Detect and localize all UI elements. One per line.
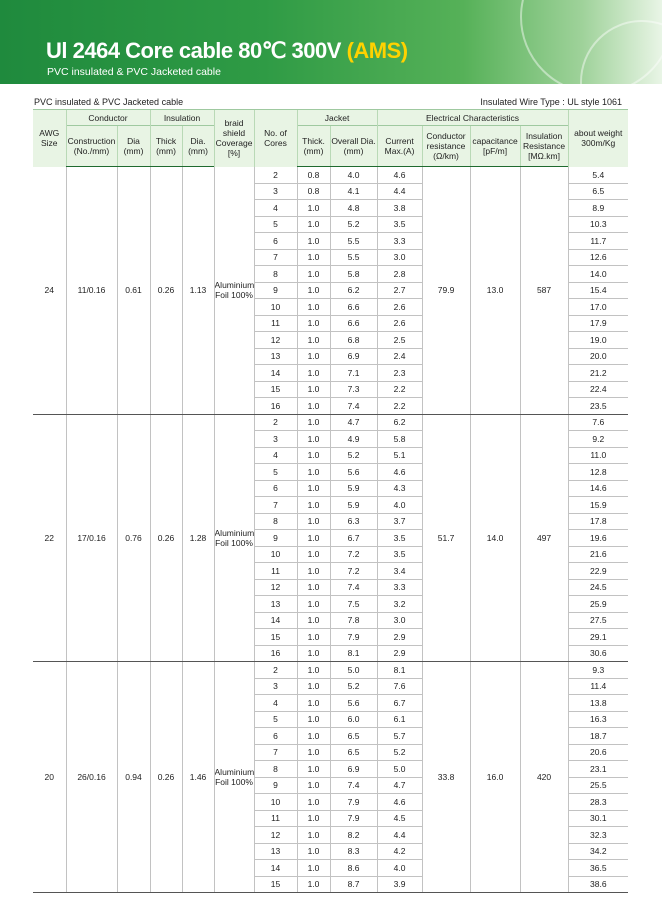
weight-cell: 22.9	[568, 563, 628, 580]
table-caption-right: Insulated Wire Type : UL style 1061	[480, 97, 622, 107]
current-cell: 5.2	[377, 744, 422, 761]
cores-cell: 3	[254, 678, 297, 695]
jacket-thick-cell: 1.0	[297, 777, 330, 794]
header-jacket: Jacket	[297, 110, 377, 126]
current-cell: 4.4	[377, 827, 422, 844]
cores-cell: 8	[254, 513, 297, 530]
jacket-thick-cell: 1.0	[297, 794, 330, 811]
cores-cell: 7	[254, 249, 297, 266]
header-capacitance: capacitance [pF/m]	[470, 126, 520, 167]
current-cell: 3.4	[377, 563, 422, 580]
overall-dia-cell: 7.8	[330, 612, 377, 629]
current-cell: 6.1	[377, 711, 422, 728]
cores-cell: 7	[254, 497, 297, 514]
jacket-thick-cell: 1.0	[297, 299, 330, 316]
capacitance-cell: 14.0	[470, 414, 520, 662]
jacket-thick-cell: 1.0	[297, 497, 330, 514]
conductor-resistance-cell: 79.9	[422, 167, 470, 415]
weight-cell: 7.6	[568, 414, 628, 431]
table-row	[33, 662, 628, 679]
weight-cell: 9.2	[568, 431, 628, 448]
overall-dia-cell: 8.2	[330, 827, 377, 844]
overall-dia-cell: 7.4	[330, 398, 377, 415]
overall-dia-cell: 6.9	[330, 761, 377, 778]
weight-cell: 18.7	[568, 728, 628, 745]
cores-cell: 6	[254, 728, 297, 745]
jacket-thick-cell: 0.8	[297, 183, 330, 200]
jacket-thick-cell: 1.0	[297, 381, 330, 398]
cores-cell: 15	[254, 629, 297, 646]
overall-dia-cell: 7.2	[330, 546, 377, 563]
overall-dia-cell: 6.6	[330, 299, 377, 316]
insulation-dia-cell: 1.46	[182, 662, 214, 893]
overall-dia-cell: 6.5	[330, 744, 377, 761]
overall-dia-cell: 6.2	[330, 282, 377, 299]
cores-cell: 13	[254, 843, 297, 860]
jacket-thick-cell: 1.0	[297, 860, 330, 877]
overall-dia-cell: 7.4	[330, 777, 377, 794]
overall-dia-cell: 7.4	[330, 579, 377, 596]
overall-dia-cell: 7.9	[330, 810, 377, 827]
overall-dia-cell: 5.6	[330, 464, 377, 481]
awg-size-cell: 24	[33, 167, 66, 415]
cores-cell: 16	[254, 398, 297, 415]
weight-cell: 16.3	[568, 711, 628, 728]
cores-cell: 14	[254, 860, 297, 877]
weight-cell: 20.6	[568, 744, 628, 761]
header-insulation-dia: Dia. (mm)	[182, 126, 214, 167]
cores-cell: 2	[254, 167, 297, 184]
overall-dia-cell: 7.1	[330, 365, 377, 382]
capacitance-cell: 16.0	[470, 662, 520, 893]
current-cell: 2.6	[377, 299, 422, 316]
overall-dia-cell: 4.7	[330, 414, 377, 431]
jacket-thick-cell: 1.0	[297, 596, 330, 613]
current-cell: 3.3	[377, 579, 422, 596]
table-caption-left: PVC insulated & PVC Jacketed cable	[34, 97, 184, 107]
conductor-dia-cell: 0.76	[117, 414, 150, 662]
current-cell: 7.6	[377, 678, 422, 695]
cores-cell: 2	[254, 662, 297, 679]
weight-cell: 32.3	[568, 827, 628, 844]
current-cell: 4.7	[377, 777, 422, 794]
weight-cell: 28.3	[568, 794, 628, 811]
current-cell: 4.3	[377, 480, 422, 497]
overall-dia-cell: 6.9	[330, 348, 377, 365]
jacket-thick-cell: 1.0	[297, 398, 330, 415]
current-cell: 3.8	[377, 200, 422, 217]
jacket-thick-cell: 1.0	[297, 843, 330, 860]
overall-dia-cell: 5.9	[330, 480, 377, 497]
overall-dia-cell: 6.5	[330, 728, 377, 745]
weight-cell: 11.7	[568, 233, 628, 250]
weight-cell: 30.6	[568, 645, 628, 662]
current-cell: 4.4	[377, 183, 422, 200]
insulation-resistance-cell: 587	[520, 167, 568, 415]
current-cell: 2.2	[377, 398, 422, 415]
overall-dia-cell: 5.9	[330, 497, 377, 514]
construction-cell: 17/0.16	[66, 414, 117, 662]
jacket-thick-cell: 1.0	[297, 645, 330, 662]
cores-cell: 11	[254, 810, 297, 827]
jacket-thick-cell: 1.0	[297, 249, 330, 266]
overall-dia-cell: 7.2	[330, 563, 377, 580]
weight-cell: 34.2	[568, 843, 628, 860]
header-construction: Construction (No./mm)	[66, 126, 117, 167]
cores-cell: 8	[254, 761, 297, 778]
header-braid-shield: braid shield Coverage [%]	[214, 110, 254, 167]
jacket-thick-cell: 1.0	[297, 810, 330, 827]
overall-dia-cell: 6.7	[330, 530, 377, 547]
jacket-thick-cell: 1.0	[297, 200, 330, 217]
cores-cell: 5	[254, 711, 297, 728]
overall-dia-cell: 4.8	[330, 200, 377, 217]
current-cell: 3.0	[377, 612, 422, 629]
weight-cell: 29.1	[568, 629, 628, 646]
jacket-thick-cell: 1.0	[297, 761, 330, 778]
table-row	[33, 167, 628, 184]
cores-cell: 16	[254, 645, 297, 662]
weight-cell: 25.5	[568, 777, 628, 794]
overall-dia-cell: 8.1	[330, 645, 377, 662]
current-cell: 5.8	[377, 431, 422, 448]
cores-cell: 11	[254, 563, 297, 580]
current-cell: 4.6	[377, 167, 422, 184]
cores-cell: 8	[254, 266, 297, 283]
insulation-thick-cell: 0.26	[150, 414, 182, 662]
header-weight: about weight 300m/Kg	[568, 110, 628, 167]
weight-cell: 13.8	[568, 695, 628, 712]
cores-cell: 12	[254, 827, 297, 844]
current-cell: 5.7	[377, 728, 422, 745]
weight-cell: 12.8	[568, 464, 628, 481]
weight-cell: 17.9	[568, 315, 628, 332]
weight-cell: 21.6	[568, 546, 628, 563]
current-cell: 5.0	[377, 761, 422, 778]
overall-dia-cell: 5.2	[330, 678, 377, 695]
overall-dia-cell: 5.6	[330, 695, 377, 712]
jacket-thick-cell: 1.0	[297, 563, 330, 580]
jacket-thick-cell: 1.0	[297, 315, 330, 332]
overall-dia-cell: 5.5	[330, 249, 377, 266]
cores-cell: 13	[254, 348, 297, 365]
cores-cell: 4	[254, 447, 297, 464]
header-banner	[0, 0, 662, 84]
cores-cell: 3	[254, 183, 297, 200]
jacket-thick-cell: 1.0	[297, 711, 330, 728]
weight-cell: 38.6	[568, 876, 628, 893]
weight-cell: 19.6	[568, 530, 628, 547]
cores-cell: 14	[254, 365, 297, 382]
capacitance-cell: 13.0	[470, 167, 520, 415]
cores-cell: 10	[254, 794, 297, 811]
cores-cell: 15	[254, 876, 297, 893]
weight-cell: 17.8	[568, 513, 628, 530]
overall-dia-cell: 5.5	[330, 233, 377, 250]
weight-cell: 11.4	[568, 678, 628, 695]
weight-cell: 19.0	[568, 332, 628, 349]
overall-dia-cell: 6.6	[330, 315, 377, 332]
braid-shield-cell: Aluminium Foil 100%	[214, 167, 254, 415]
overall-dia-cell: 6.3	[330, 513, 377, 530]
weight-cell: 24.5	[568, 579, 628, 596]
cores-cell: 12	[254, 332, 297, 349]
braid-shield-cell: Aluminium Foil 100%	[214, 662, 254, 893]
jacket-thick-cell: 1.0	[297, 728, 330, 745]
braid-shield-cell: Aluminium Foil 100%	[214, 414, 254, 662]
cores-cell: 2	[254, 414, 297, 431]
current-cell: 4.0	[377, 860, 422, 877]
jacket-thick-cell: 1.0	[297, 480, 330, 497]
table-row	[33, 414, 628, 431]
overall-dia-cell: 8.7	[330, 876, 377, 893]
insulation-resistance-cell: 497	[520, 414, 568, 662]
current-cell: 4.0	[377, 497, 422, 514]
overall-dia-cell: 5.2	[330, 447, 377, 464]
weight-cell: 23.5	[568, 398, 628, 415]
jacket-thick-cell: 1.0	[297, 827, 330, 844]
cores-cell: 9	[254, 282, 297, 299]
current-cell: 3.9	[377, 876, 422, 893]
jacket-thick-cell: 1.0	[297, 662, 330, 679]
header-conductor-resistance: Conductor resistance (Ω/km)	[422, 126, 470, 167]
overall-dia-cell: 8.3	[330, 843, 377, 860]
jacket-thick-cell: 1.0	[297, 282, 330, 299]
weight-cell: 10.3	[568, 216, 628, 233]
header-overall-dia: Overall Dia.(mm)	[330, 126, 377, 167]
overall-dia-cell: 5.0	[330, 662, 377, 679]
overall-dia-cell: 5.2	[330, 216, 377, 233]
insulation-dia-cell: 1.13	[182, 167, 214, 415]
cable-spec-table	[33, 109, 628, 893]
current-cell: 2.8	[377, 266, 422, 283]
weight-cell: 36.5	[568, 860, 628, 877]
insulation-thick-cell: 0.26	[150, 662, 182, 893]
insulation-resistance-cell: 420	[520, 662, 568, 893]
current-cell: 3.0	[377, 249, 422, 266]
jacket-thick-cell: 1.0	[297, 332, 330, 349]
conductor-resistance-cell: 51.7	[422, 414, 470, 662]
current-cell: 3.5	[377, 530, 422, 547]
jacket-thick-cell: 1.0	[297, 447, 330, 464]
weight-cell: 25.9	[568, 596, 628, 613]
jacket-thick-cell: 1.0	[297, 266, 330, 283]
header-no-of-cores: No. of Cores	[254, 110, 297, 167]
weight-cell: 5.4	[568, 167, 628, 184]
cores-cell: 9	[254, 777, 297, 794]
cores-cell: 6	[254, 480, 297, 497]
jacket-thick-cell: 1.0	[297, 414, 330, 431]
jacket-thick-cell: 1.0	[297, 876, 330, 893]
current-cell: 2.7	[377, 282, 422, 299]
header-insulation-thick: Thick (mm)	[150, 126, 182, 167]
overall-dia-cell: 5.8	[330, 266, 377, 283]
current-cell: 2.5	[377, 332, 422, 349]
awg-size-cell: 20	[33, 662, 66, 893]
cores-cell: 3	[254, 431, 297, 448]
current-cell: 6.2	[377, 414, 422, 431]
current-cell: 2.2	[377, 381, 422, 398]
current-cell: 3.2	[377, 596, 422, 613]
overall-dia-cell: 7.9	[330, 629, 377, 646]
construction-cell: 11/0.16	[66, 167, 117, 415]
current-cell: 3.5	[377, 216, 422, 233]
header-current: Current Max.(A)	[377, 126, 422, 167]
current-cell: 4.5	[377, 810, 422, 827]
insulation-dia-cell: 1.28	[182, 414, 214, 662]
current-cell: 3.3	[377, 233, 422, 250]
jacket-thick-cell: 1.0	[297, 513, 330, 530]
jacket-thick-cell: 0.8	[297, 167, 330, 184]
cores-cell: 11	[254, 315, 297, 332]
overall-dia-cell: 6.0	[330, 711, 377, 728]
current-cell: 2.9	[377, 645, 422, 662]
header-jacket-thick: Thick. (mm)	[297, 126, 330, 167]
jacket-thick-cell: 1.0	[297, 464, 330, 481]
weight-cell: 23.1	[568, 761, 628, 778]
cores-cell: 7	[254, 744, 297, 761]
weight-cell: 17.0	[568, 299, 628, 316]
cores-cell: 15	[254, 381, 297, 398]
jacket-thick-cell: 1.0	[297, 612, 330, 629]
overall-dia-cell: 7.3	[330, 381, 377, 398]
cores-cell: 9	[254, 530, 297, 547]
current-cell: 3.5	[377, 546, 422, 563]
jacket-thick-cell: 1.0	[297, 233, 330, 250]
cores-cell: 5	[254, 464, 297, 481]
overall-dia-cell: 4.1	[330, 183, 377, 200]
weight-cell: 15.9	[568, 497, 628, 514]
current-cell: 3.7	[377, 513, 422, 530]
weight-cell: 14.0	[568, 266, 628, 283]
weight-cell: 20.0	[568, 348, 628, 365]
jacket-thick-cell: 1.0	[297, 431, 330, 448]
jacket-thick-cell: 1.0	[297, 678, 330, 695]
overall-dia-cell: 7.9	[330, 794, 377, 811]
weight-cell: 12.6	[568, 249, 628, 266]
page-title: Ul 2464 Core cable 80℃ 300V (AMS)	[46, 38, 408, 63]
overall-dia-cell: 7.5	[330, 596, 377, 613]
cores-cell: 4	[254, 200, 297, 217]
jacket-thick-cell: 1.0	[297, 744, 330, 761]
current-cell: 6.7	[377, 695, 422, 712]
jacket-thick-cell: 1.0	[297, 546, 330, 563]
jacket-thick-cell: 1.0	[297, 348, 330, 365]
weight-cell: 21.2	[568, 365, 628, 382]
jacket-thick-cell: 1.0	[297, 530, 330, 547]
weight-cell: 9.3	[568, 662, 628, 679]
current-cell: 2.4	[377, 348, 422, 365]
header-insulation-resistance: Insulation Resistance [MΩ.km]	[520, 126, 568, 167]
cores-cell: 10	[254, 299, 297, 316]
jacket-thick-cell: 1.0	[297, 629, 330, 646]
weight-cell: 27.5	[568, 612, 628, 629]
cores-cell: 13	[254, 596, 297, 613]
header-conductor-dia: Dia (mm)	[117, 126, 150, 167]
overall-dia-cell: 6.8	[330, 332, 377, 349]
weight-cell: 30.1	[568, 810, 628, 827]
current-cell: 8.1	[377, 662, 422, 679]
current-cell: 2.9	[377, 629, 422, 646]
jacket-thick-cell: 1.0	[297, 365, 330, 382]
awg-size-cell: 22	[33, 414, 66, 662]
current-cell: 4.6	[377, 464, 422, 481]
weight-cell: 11.0	[568, 447, 628, 464]
current-cell: 2.6	[377, 315, 422, 332]
overall-dia-cell: 8.6	[330, 860, 377, 877]
current-cell: 4.2	[377, 843, 422, 860]
header-awg-size: AWG Size	[33, 110, 66, 167]
cores-cell: 6	[254, 233, 297, 250]
header-insulation: Insulation	[150, 110, 214, 126]
current-cell: 2.3	[377, 365, 422, 382]
table-body	[33, 167, 628, 893]
weight-cell: 15.4	[568, 282, 628, 299]
jacket-thick-cell: 1.0	[297, 579, 330, 596]
current-cell: 4.6	[377, 794, 422, 811]
overall-dia-cell: 4.9	[330, 431, 377, 448]
weight-cell: 8.9	[568, 200, 628, 217]
header-conductor: Conductor	[66, 110, 150, 126]
conductor-dia-cell: 0.61	[117, 167, 150, 415]
cores-cell: 4	[254, 695, 297, 712]
cores-cell: 5	[254, 216, 297, 233]
cores-cell: 10	[254, 546, 297, 563]
title-accent: (AMS)	[346, 38, 408, 63]
jacket-thick-cell: 1.0	[297, 216, 330, 233]
conductor-resistance-cell: 33.8	[422, 662, 470, 893]
construction-cell: 26/0.16	[66, 662, 117, 893]
weight-cell: 14.6	[568, 480, 628, 497]
header-electrical: Electrical Characteristics	[377, 110, 568, 126]
jacket-thick-cell: 1.0	[297, 695, 330, 712]
conductor-dia-cell: 0.94	[117, 662, 150, 893]
overall-dia-cell: 4.0	[330, 167, 377, 184]
weight-cell: 6.5	[568, 183, 628, 200]
cores-cell: 12	[254, 579, 297, 596]
current-cell: 5.1	[377, 447, 422, 464]
cores-cell: 14	[254, 612, 297, 629]
weight-cell: 22.4	[568, 381, 628, 398]
page-subtitle: PVC insulated & PVC Jacketed cable	[47, 66, 221, 78]
insulation-thick-cell: 0.26	[150, 167, 182, 415]
